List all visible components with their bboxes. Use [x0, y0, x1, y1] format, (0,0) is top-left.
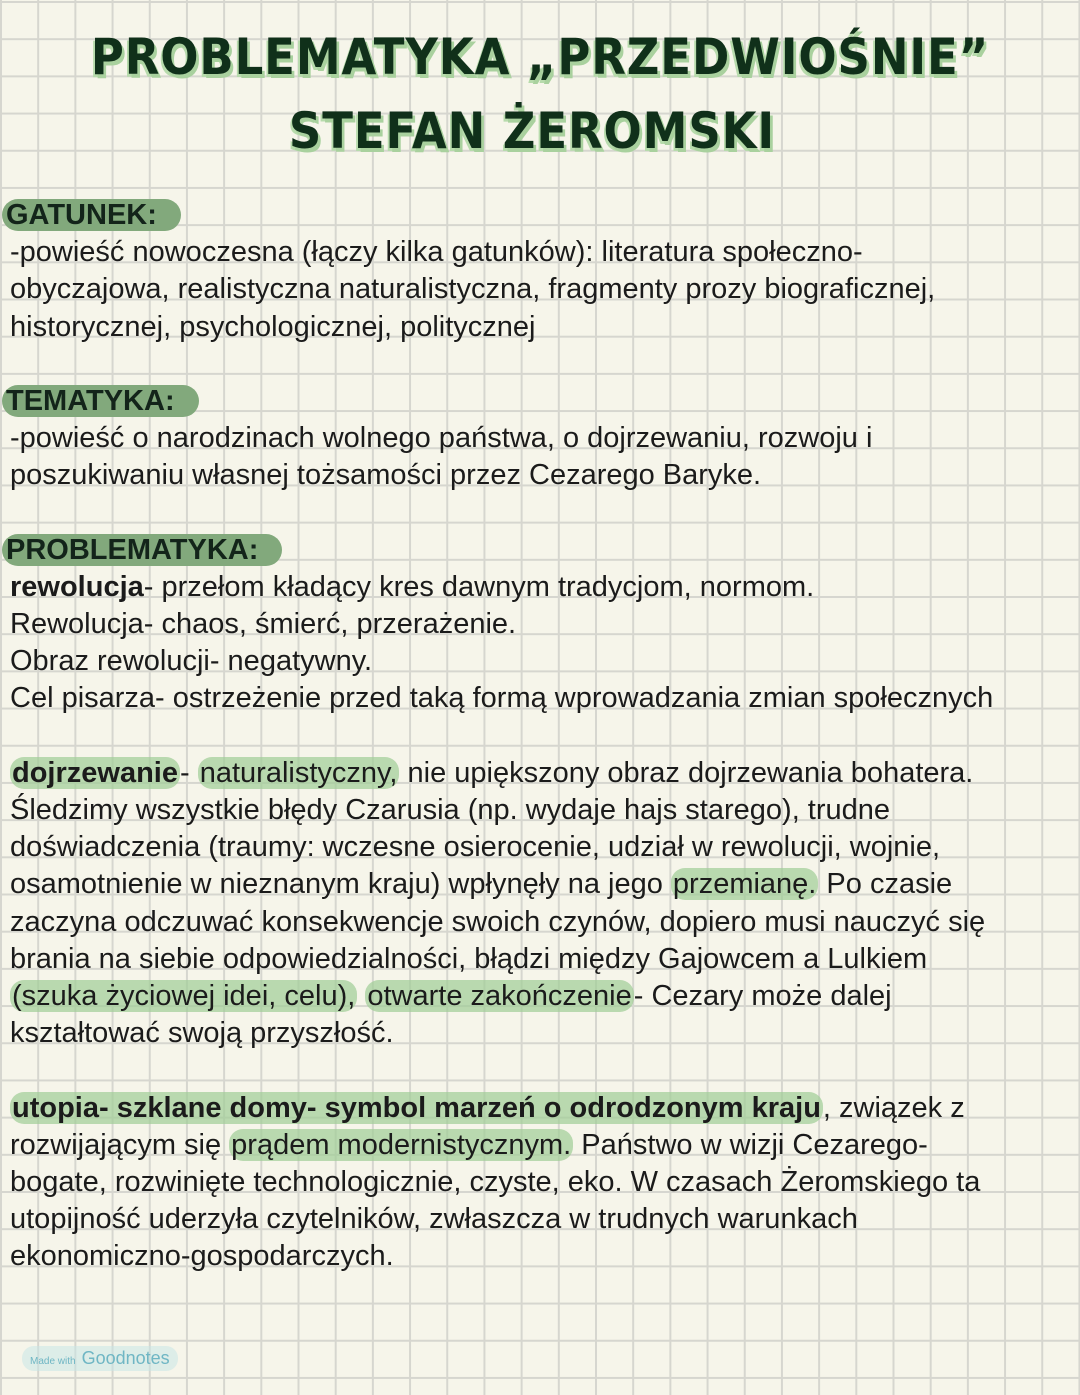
- text: - przełom kładący kres dawnym tradycjom, normom.: [143, 570, 815, 603]
- watermark-brand: Goodnotes: [81, 1348, 170, 1368]
- text: Państwo w wizji Cezarego-: [573, 1128, 928, 1161]
- text: rozwijającym się: [10, 1128, 230, 1161]
- text-line: zaczyna odczuwać konsekwencje swoich czynów, dopiero musi nauczyć się: [10, 905, 986, 938]
- text-line: kształtować swoją przyszłość.: [10, 1017, 394, 1050]
- text-line: Rewolucja- chaos, śmierć, przerażenie.: [10, 608, 517, 641]
- term-rewolucja: rewolucja: [10, 570, 144, 603]
- text-line: doświadczenia (traumy: wczesne osierocenie, udział w rewolucji, wojnie,: [10, 831, 941, 864]
- text: , związek z: [822, 1091, 965, 1124]
- text-line: Śledzimy wszystkie błędy Czarusia (np. wydaje hajs starego), trudne: [10, 794, 891, 826]
- notes-body: [6, 197, 1080, 1275]
- highlight: przemianę.: [672, 868, 817, 901]
- text-line: bogate, rozwinięte technologicznie, czyste, eko. W czasach Żeromskiego ta: [10, 1165, 981, 1198]
- heading-gatunek: GATUNEK:: [2, 199, 181, 231]
- text-line: Cel pisarza- ostrzeżenie przed taką formą wprowadzania zmian społecznych: [10, 682, 994, 715]
- heading-tematyka: TEMATYKA:: [2, 385, 199, 417]
- highlight: naturalistyczny,: [199, 756, 398, 789]
- term-dojrzewanie: dojrzewanie: [12, 756, 178, 789]
- text: - Cezary może dalej: [633, 979, 892, 1012]
- tematyka-line: -powieść o narodzinach wolnego państwa, o dojrzewaniu, rozwoju i: [10, 422, 873, 455]
- heading-problematyka: PROBLEMATYKA:: [2, 534, 282, 566]
- text: osamotnienie w nieznanym kraju) wpłynęły na jego: [10, 868, 671, 901]
- title-line-2: STEFAN ŻEROMSKI: [288, 102, 776, 160]
- highlight: otwarte zakończenie: [367, 979, 632, 1012]
- highlight: (szuka życiowej idei, celu),: [12, 979, 356, 1012]
- watermark-small: Made with: [30, 1356, 76, 1367]
- text: nie upiększony obraz dojrzewania bohatera.: [399, 756, 974, 789]
- text-line: brania na siebie odpowiedzialności, błądzi między Gajowcem a Lulkiem: [10, 942, 928, 975]
- tematyka-line: poszukiwaniu własnej tożsamości przez Cezarego Baryke.: [10, 459, 762, 492]
- gatunek-line: -powieść nowoczesna (łączy kilka gatunków): literatura społeczno-: [10, 236, 863, 269]
- text-line: ekonomiczno-gospodarczych.: [10, 1240, 394, 1273]
- text: -: [180, 756, 198, 789]
- term-utopia: utopia- szklane domy- symbol marzeń o odrodzonym kraju: [12, 1091, 821, 1124]
- gatunek-line: obyczajowa, realistyczna naturalistyczna, fragmenty prozy biograficznej,: [10, 273, 936, 306]
- text-line: utopijność uderzyła czytelników, zwłaszcza w trudnych warunkach: [10, 1203, 858, 1236]
- goodnotes-watermark: [22, 1346, 178, 1371]
- text-line: Obraz rewolucji- negatywny.: [10, 645, 373, 678]
- highlight: prądem modernistycznym.: [231, 1128, 572, 1161]
- gatunek-line: historycznej, psychologicznej, politycznej: [10, 310, 536, 343]
- title-line-1: PROBLEMATYKA „PRZEDWIOŚNIE”: [90, 28, 990, 86]
- text: Po czasie: [818, 868, 953, 901]
